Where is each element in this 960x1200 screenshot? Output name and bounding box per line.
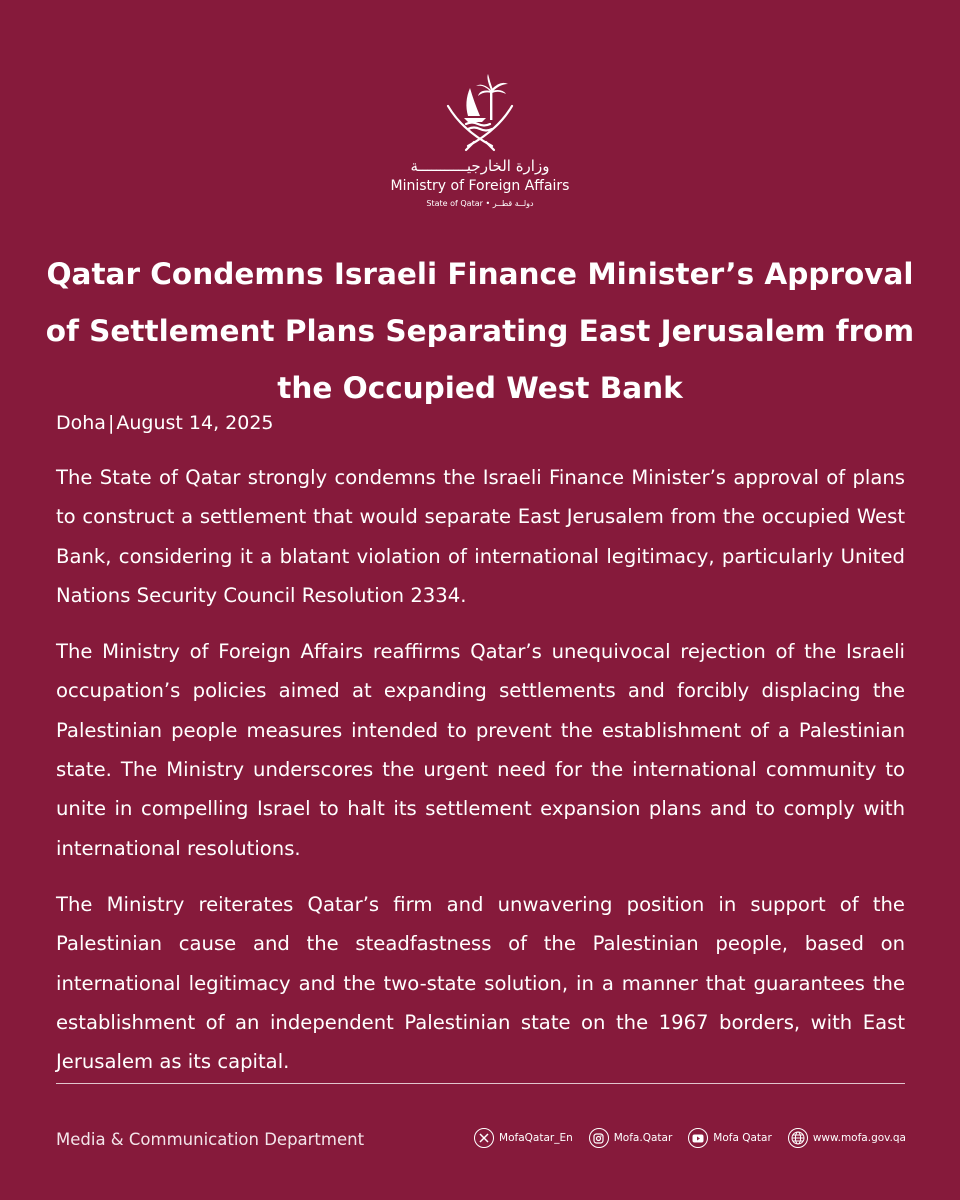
qatar-emblem-icon [442,72,518,154]
globe-icon [788,1128,808,1148]
youtube-icon [688,1128,708,1148]
social-x-label: MofaQatar_En [499,1132,573,1144]
paragraph-3: The Ministry reiterates Qatar’s firm and unwavering position in support of the Palestinian cause and the steadfastness of the Palestinian people, based on international legitimacy and the two-state solution, in a manner that guarantees the establishment of an independent Palestinian state on the 1967 borders, with East Jerusalem as its capital. [56,892,905,1074]
ministry-name-english: Ministry of Foreign Affairs [390,178,570,194]
social-links [474,1128,906,1148]
dateline-city: Doha [56,412,106,434]
social-instagram[interactable] [589,1128,673,1148]
x-icon [474,1128,494,1148]
social-instagram-label: Mofa.Qatar [613,1132,673,1144]
paragraph-1: The State of Qatar strongly condemns the Israeli Finance Minister’s approval of plans to construct a settlement that would separate East Jerusalem from the occupied West Bank, considering it a blatant violation of international legitimacy, particularly United Nations Security Council Resolution 2334. [56,466,905,607]
social-website-label: www.mofa.gov.qa [812,1132,906,1144]
footer-divider [56,1083,905,1084]
department-name: Media & Communication Department [56,1130,365,1149]
article-body [56,458,905,1098]
dateline-separator: | [107,412,115,434]
page-title: Qatar Condemns Israeli Finance Minister’s Approval of Settlement Plans Separating East Jerusalem from the Occupied West Bank [45,257,915,405]
social-website[interactable] [788,1128,906,1148]
paragraph-2: The Ministry of Foreign Affairs reaffirms Qatar’s unequivocal rejection of the Israeli occupation’s policies aimed at expanding settlements and forcibly displacing the Palestinian people measures intended to prevent the establishment of a Palestinian state. The Ministry underscores the urgent need for the international community to unite in compelling Israel to halt its settlement expansion plans and to comply with international resolutions. [56,640,905,860]
ministry-logo [0,72,960,210]
dateline [56,408,274,438]
dateline-date: August 14, 2025 [116,412,274,434]
instagram-icon [589,1128,609,1148]
social-youtube[interactable] [688,1128,772,1148]
social-youtube-label: Mofa Qatar [713,1132,772,1144]
state-line: State of Qatar • دولــة قطــر [426,199,534,208]
social-x[interactable] [474,1128,573,1148]
ministry-name-arabic: وزارة الخارجيـــــــــــة [410,157,550,175]
